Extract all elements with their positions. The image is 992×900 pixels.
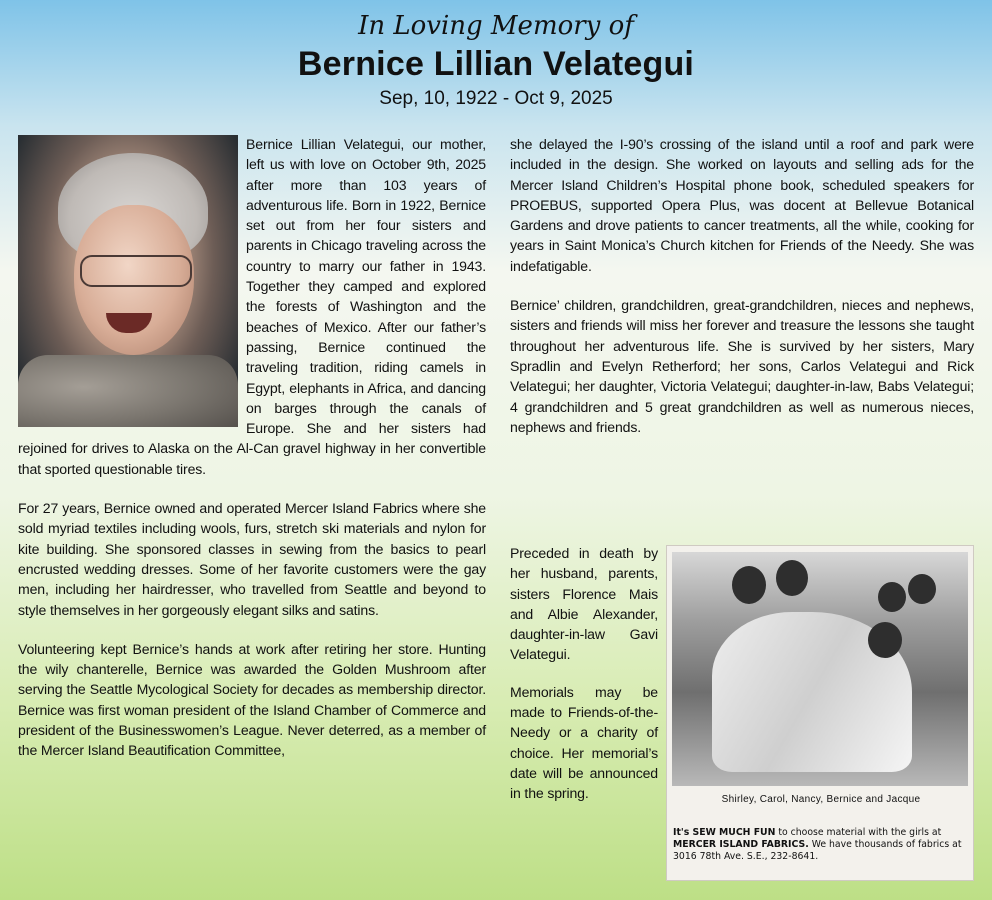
paragraph-memorials: Memorials may be made to Friends-of-the-Needy or a charity of choice. Her memorial’s date will be announced in the spring. — [510, 683, 658, 802]
right-column — [510, 134, 974, 437]
store-photo-image — [672, 552, 968, 786]
paragraph-life-story: Bernice Lillian Velategui, our mother, left us with love on October 9th, 2025 after more than 103 years of adventurous life. Born in 1922, Bernice set out from her four sisters and parents in Chicago traveling across the country to marry our father in 1943. Together they camped and explored the forests of Washington and the beaches of Mexico. After our father’s passing, Bernice continued the traveling tradition, riding camels in Egypt, elephants in Africa, and dancing on barges through the canals of Europe. She and her sisters had rejoined for drives to Alaska on the Al-Can gravel highway in her convertible that sported questionable tires. — [18, 136, 486, 477]
ad-lead: It's SEW MUCH FUN — [673, 827, 776, 838]
paragraph-survivors: Bernice’ children, grandchildren, great-grandchildren, nieces and nephews, sisters and friends will miss her forever and treasure the lessons she taught throughout her adventurous life. She is survived by her sisters, Mary Spradlin and Evelyn Retherford; her sons, Carlos Velategui and Rick Velategui; her daughter, Victoria Velategui; daughter-in-law, Babs Velategui; 4 grandchildren and 5 great grandchildren as well as numerous nieces, nephews and friends. — [510, 297, 974, 435]
ad-rest: We have thousands of fabrics at 3016 78th Ave. S.E., 232-8641. — [673, 839, 962, 862]
header — [0, 10, 992, 112]
vintage-store-photo — [666, 545, 974, 881]
paragraph-fabric-store: For 27 years, Bernice owned and operated Mercer Island Fabrics where she sold myriad textiles including wools, furs, stretch ski materials and nylon for kite building. She sponsored classes in sewing from the basics to pearl encrusted wedding dresses. Some of her favorite customers were the gay men, including her hairdresser, who travelled from Seattle and beyond to style themselves in her gorgeously elegant silks and satins. — [18, 500, 486, 618]
paragraph-preceded-in-death: Preceded in death by her husband, parents, sisters Florence Mais and Albie Alexander, daughter-in-law Gavi Velategui. — [510, 545, 658, 663]
script-title: In Loving Memory of — [358, 11, 634, 41]
paragraph-volunteering-continued: she delayed the I-90’s crossing of the island until a roof and park were included in the design. She worked on layouts and selling ads for the Mercer Island Children’s Hospital phone book, scheduled speakers for PROEBUS, supported Opera Plus, was docent at Bellevue Botanical Gardens and drove patients to cancer treatments, all the while, cooking for years in Saint Monica’s Church kitchen for Friends of the Needy. She was indefatigable. — [510, 136, 974, 274]
portrait-photo — [18, 135, 238, 427]
photo-ad-text — [673, 827, 969, 863]
photo-caption: Shirley, Carol, Nancy, Bernice and Jacque — [721, 794, 921, 805]
ad-brand: MERCER ISLAND FABRICS. — [673, 839, 809, 850]
deceased-name: Bernice Lillian Velategui — [297, 45, 695, 83]
left-column — [18, 134, 486, 761]
short-column — [510, 543, 658, 804]
life-dates: Sep, 10, 1922 - Oct 9, 2025 — [379, 88, 613, 109]
ad-mid: to choose material with the girls at — [775, 827, 942, 838]
paragraph-volunteering: Volunteering kept Bernice’s hands at work after retiring her store. Hunting the wily chanterelle, Bernice was awarded the Golden Mushroom after serving the Seattle Mycological Society for decades as membership director. Bernice was first woman president of the Island Chamber of Commerce and president of the Businesswomen’s League. Never deterred, as a member of the Mercer Island Beautification Committee, — [18, 640, 486, 759]
